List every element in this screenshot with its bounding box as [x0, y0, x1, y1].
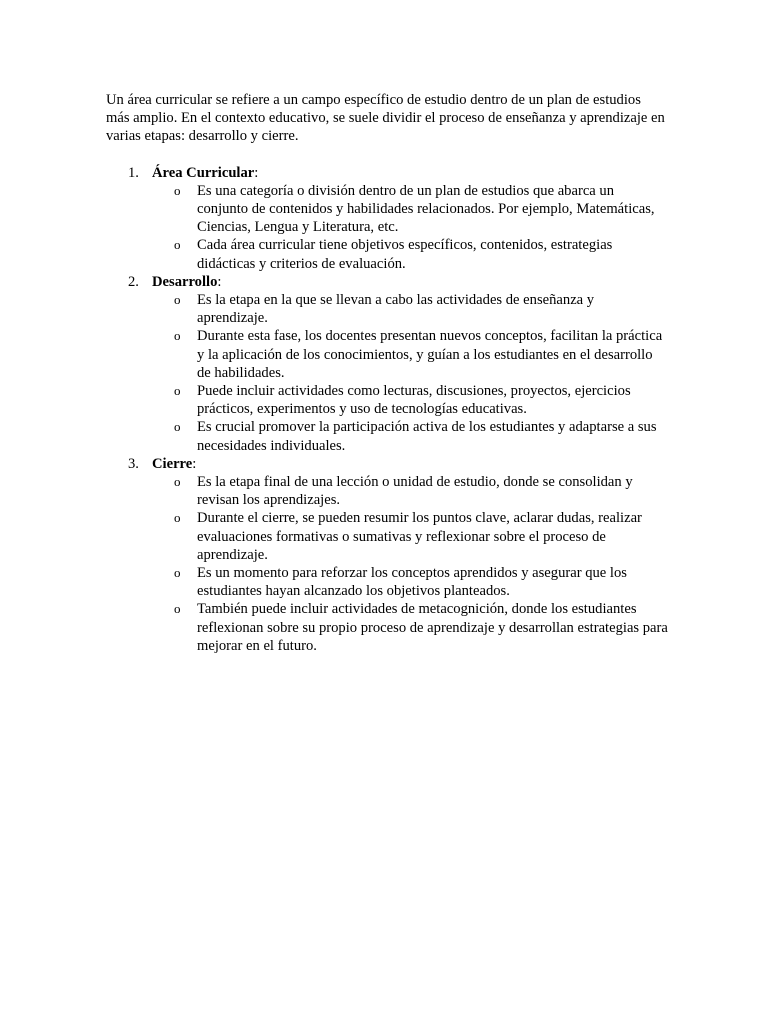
- bullet-text: Durante esta fase, los docentes presentan nuevos conceptos, facilitan la práctica y la aplicación de los conocimientos, y guían a los estudiantes en el desarrollo de habilidades.: [197, 328, 663, 381]
- section-heading: [152, 273, 668, 291]
- bullet-marker-icon: o: [174, 292, 181, 308]
- bullet-marker-icon: o: [174, 383, 181, 399]
- bullet-marker-icon: o: [174, 510, 181, 526]
- bullet-marker-icon: o: [174, 328, 181, 344]
- section-number: 3.: [128, 455, 139, 472]
- section-number: 2.: [128, 273, 139, 290]
- bullet-item: [152, 600, 668, 655]
- bullet-text: Cada área curricular tiene objetivos específicos, contenidos, estrategias didácticas y criterios de evaluación.: [197, 237, 613, 272]
- bullet-item: [152, 382, 668, 418]
- section-title: Desarrollo: [152, 273, 218, 290]
- bullet-text: Es una categoría o división dentro de un plan de estudios que abarca un conjunto de contenidos y habilidades relacionados. Por ejemplo, Matemáticas, Ciencias, Lengua y Literatura, etc.: [197, 182, 655, 236]
- bullet-item: [152, 236, 668, 272]
- bullet-item: [152, 291, 668, 327]
- bullet-marker-icon: o: [174, 237, 181, 253]
- bullet-list: [152, 291, 668, 455]
- bullet-text: También puede incluir actividades de metacognición, donde los estudiantes reflexionan sobre su propio proceso de aprendizaje y desarrollan estrategias para mejorar en el futuro.: [197, 601, 668, 654]
- document-page: [106, 91, 668, 655]
- section-title-colon: :: [254, 164, 259, 181]
- section-item: [106, 164, 668, 273]
- bullet-text: Puede incluir actividades como lecturas, discusiones, proyectos, ejercicios prácticos, experimentos y uso de tecnologías educativas.: [197, 383, 631, 418]
- bullet-marker-icon: o: [174, 419, 181, 435]
- bullet-item: [152, 327, 668, 382]
- bullet-text: Es un momento para reforzar los conceptos aprendidos y asegurar que los estudiantes hayan alcanzado los objetivos planteados.: [197, 565, 627, 600]
- section-heading: [152, 164, 668, 182]
- bullet-text: Es crucial promover la participación activa de los estudiantes y adaptarse a sus necesidades individuales.: [197, 419, 657, 454]
- section-item: [106, 455, 668, 655]
- bullet-marker-icon: o: [174, 565, 181, 581]
- bullet-item: [152, 418, 668, 454]
- bullet-list: [152, 473, 668, 655]
- bullet-list: [152, 182, 668, 273]
- bullet-marker-icon: o: [174, 474, 181, 490]
- section-heading: [152, 455, 668, 473]
- bullet-text: Es la etapa en la que se llevan a cabo las actividades de enseñanza y aprendizaje.: [197, 292, 595, 327]
- section-title-colon: :: [217, 273, 222, 290]
- section-item: [106, 273, 668, 455]
- bullet-text: Durante el cierre, se pueden resumir los puntos clave, aclarar dudas, realizar evaluaciones formativas o sumativas y reflexionar sobre el proceso de aprendizaje.: [197, 510, 642, 563]
- section-title: Cierre: [152, 455, 193, 472]
- section-title-colon: :: [192, 455, 197, 472]
- bullet-item: [152, 564, 668, 600]
- bullet-marker-icon: o: [174, 601, 181, 617]
- bullet-item: [152, 509, 668, 564]
- intro-paragraph: Un área curricular se refiere a un campo específico de estudio dentro de un plan de estudios más amplio. En el contexto educativo, se suele dividir el proceso de enseñanza y aprendizaje en varias etapas: desarrollo y cierre.: [106, 92, 665, 145]
- bullet-item: [152, 182, 668, 237]
- bullet-marker-icon: o: [174, 182, 181, 198]
- bullet-text: Es la etapa final de una lección o unidad de estudio, donde se consolidan y revisan los aprendizajes.: [197, 474, 633, 509]
- bullet-item: [152, 473, 668, 509]
- section-number: 1.: [128, 164, 139, 181]
- section-title: Área Curricular: [152, 164, 255, 181]
- section-list: [106, 164, 668, 655]
